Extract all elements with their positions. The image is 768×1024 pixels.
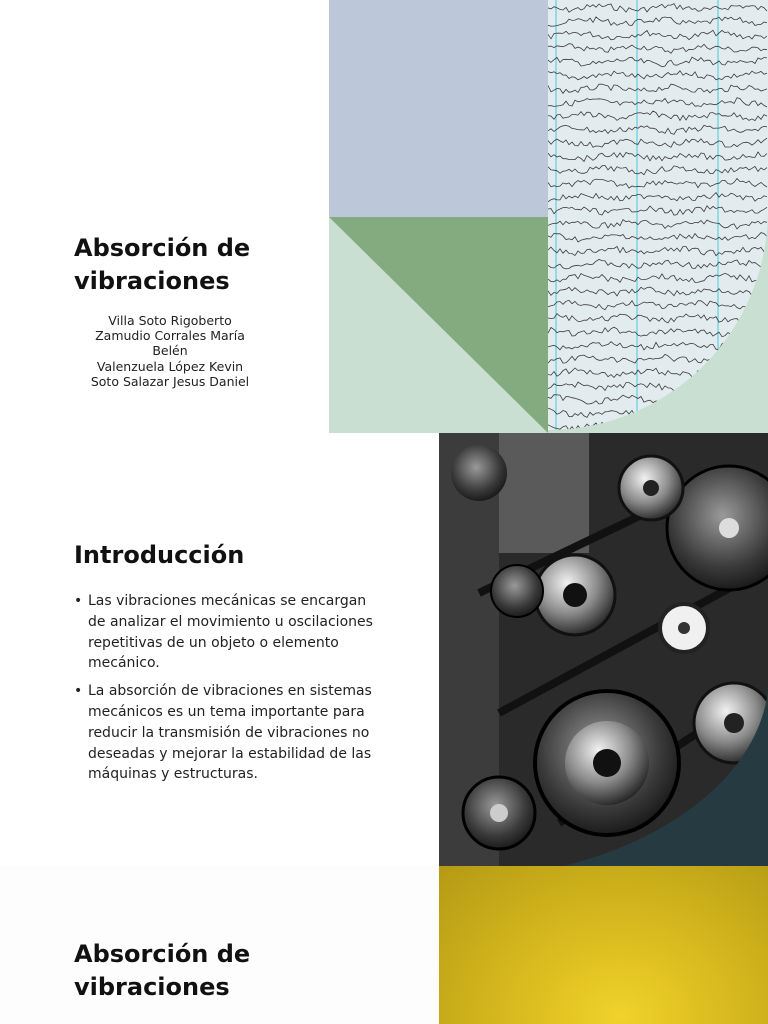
bullet-icon: • bbox=[74, 593, 83, 609]
title-slide bbox=[0, 0, 768, 433]
section-title: Absorción de vibraciones bbox=[74, 940, 251, 1001]
bullet-text: La absorción de vibraciones en sistemas mecánicos es un tema importante para reducir la transmisión de vibraciones no deseadas y mejorar la estabilidad de las máquinas y estructuras. bbox=[88, 683, 372, 783]
gold-block-decoration bbox=[439, 866, 768, 1024]
bullet-item bbox=[74, 591, 374, 674]
eeg-waveform-image bbox=[548, 0, 768, 433]
green-triangle-decoration bbox=[329, 217, 548, 433]
closing-slide bbox=[0, 866, 768, 1024]
bullet-item bbox=[74, 681, 374, 785]
introduction-slide bbox=[0, 433, 768, 866]
bullet-list bbox=[74, 591, 374, 792]
bullet-icon: • bbox=[74, 683, 83, 700]
author-list bbox=[74, 313, 266, 389]
author-line: Villa Soto Rigoberto bbox=[108, 313, 232, 328]
engine-pulleys-image bbox=[439, 433, 768, 866]
bullet-text: Las vibraciones mecánicas se encargan de analizar el movimiento u oscilaciones repetitivas de un objeto o elemento mecánico. bbox=[88, 593, 373, 672]
author-line: Belén bbox=[152, 343, 188, 359]
section-title: Introducción bbox=[74, 541, 245, 569]
presentation-title: Absorción de vibraciones bbox=[74, 234, 251, 295]
author-line: Soto Salazar Jesus Daniel bbox=[90, 373, 250, 389]
author-line: Valenzuela López Kevin bbox=[96, 358, 244, 374]
blue-block-decoration bbox=[329, 0, 548, 217]
author-line: Zamudio Corrales María bbox=[95, 328, 245, 344]
